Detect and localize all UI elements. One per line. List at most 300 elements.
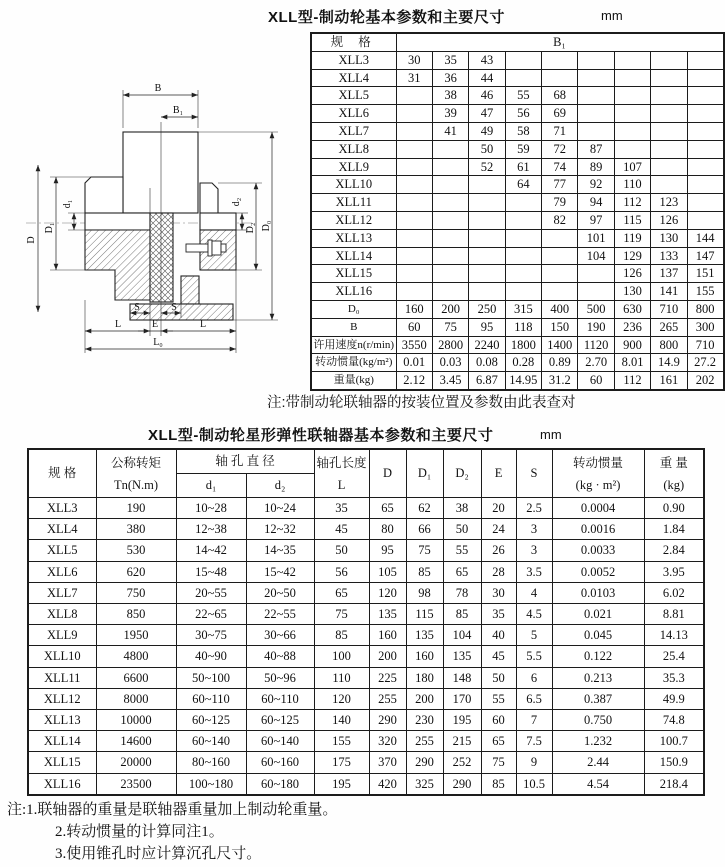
- b1-cell: [578, 105, 614, 123]
- d1-cell: 14~42: [176, 540, 246, 561]
- param-cell: 400: [542, 300, 578, 318]
- torque-line2: Tn(N.m): [113, 477, 159, 492]
- D-cell: 65: [369, 498, 406, 519]
- D-cell: 105: [369, 561, 406, 582]
- b1-cell: [578, 69, 614, 87]
- b1-cell: [396, 87, 432, 105]
- param-cell: 300: [687, 318, 723, 336]
- b1-cell: [396, 158, 432, 176]
- table1-note: 注:带制动轮联轴器的按装位置及参数由此表查对: [267, 395, 576, 411]
- brake-wheel-top: [123, 132, 198, 213]
- table-row: [28, 625, 704, 646]
- b1-cell: 30: [396, 51, 432, 69]
- dim-label-d2: d₂: [231, 197, 242, 207]
- D2-cell: 55: [443, 540, 481, 561]
- inertia-cell: 0.0004: [552, 498, 644, 519]
- spec-cell: XLL15: [311, 265, 396, 283]
- table-row: [28, 604, 704, 625]
- b1-cell: [687, 69, 723, 87]
- table-row: [311, 105, 724, 123]
- table-header-row: [311, 33, 724, 51]
- weight-cell: 6.02: [644, 582, 704, 603]
- weight-line2: (kg): [663, 477, 685, 492]
- footnote-line: 注:1.联轴器的重量是联轴器重量加上制动轮重量。: [7, 802, 338, 818]
- b1-cell: [614, 105, 650, 123]
- b1-cell: [432, 211, 468, 229]
- D-cell: 95: [369, 540, 406, 561]
- b1-cell: [432, 265, 468, 283]
- b1-cell: [432, 158, 468, 176]
- weight-cell: 35.3: [644, 667, 704, 688]
- b1-cell: [396, 140, 432, 158]
- b1-cell: [469, 211, 505, 229]
- torque-cell: 10000: [96, 710, 176, 731]
- table-row: [28, 731, 704, 752]
- b1-cell: [651, 140, 687, 158]
- b1-cell: 58: [505, 122, 541, 140]
- weight-cell: 150.9: [644, 752, 704, 773]
- col-header-D2: D₂: [443, 449, 481, 498]
- b1-cell: [432, 176, 468, 194]
- dim-label-D1: D₁: [44, 222, 55, 234]
- param-cell: 60: [578, 372, 614, 390]
- spec-cell: XLL8: [28, 604, 96, 625]
- param-cell: 0.01: [396, 354, 432, 372]
- E-cell: 65: [481, 731, 516, 752]
- D1-cell: 66: [406, 519, 443, 540]
- L-cell: 120: [314, 688, 369, 709]
- b1-cell: 43: [469, 51, 505, 69]
- D1-cell: 115: [406, 604, 443, 625]
- b1-cell: 41: [432, 122, 468, 140]
- torque-cell: 4800: [96, 646, 176, 667]
- b1-cell: [396, 194, 432, 212]
- param-cell: 8.01: [614, 354, 650, 372]
- table-row: [28, 540, 704, 561]
- param-cell: 250: [469, 300, 505, 318]
- b1-cell: 115: [614, 211, 650, 229]
- param-label-cell: 重量(kg): [311, 372, 396, 390]
- weight-line1: 重 量: [659, 455, 688, 470]
- inertia-cell: 0.045: [552, 625, 644, 646]
- b1-cell: [651, 87, 687, 105]
- d1-cell: 60~125: [176, 710, 246, 731]
- b1-cell: [396, 229, 432, 247]
- D-cell: 160: [369, 625, 406, 646]
- spec-cell: XLL16: [311, 283, 396, 301]
- spec-cell: XLL4: [311, 69, 396, 87]
- L-cell: 175: [314, 752, 369, 773]
- param-cell: 200: [432, 300, 468, 318]
- spec-cell: XLL11: [311, 194, 396, 212]
- left-bore-band: [85, 213, 150, 230]
- spec-cell: XLL5: [311, 87, 396, 105]
- S-cell: 9: [516, 752, 552, 773]
- b1-cell: [432, 140, 468, 158]
- S-cell: 4.5: [516, 604, 552, 625]
- b1-cell: 101: [578, 229, 614, 247]
- D1-cell: 230: [406, 710, 443, 731]
- S-cell: 6.5: [516, 688, 552, 709]
- S-cell: 3: [516, 519, 552, 540]
- D1-cell: 290: [406, 752, 443, 773]
- col-header-spec: 规 格: [28, 449, 96, 498]
- inertia-cell: 4.54: [552, 773, 644, 795]
- d2-cell: 60~160: [246, 752, 314, 773]
- torque-cell: 620: [96, 561, 176, 582]
- spec-cell: XLL14: [28, 731, 96, 752]
- d2-cell: 10~24: [246, 498, 314, 519]
- col-header-bore-diameter: 轴 孔 直 径: [176, 449, 314, 474]
- b1-cell: 123: [651, 194, 687, 212]
- d1-cell: 30~75: [176, 625, 246, 646]
- D2-cell: 170: [443, 688, 481, 709]
- param-cell: 190: [578, 318, 614, 336]
- dim-label-B: B: [154, 83, 162, 94]
- param-cell: 60: [396, 318, 432, 336]
- D2-cell: 195: [443, 710, 481, 731]
- table-row: [28, 773, 704, 795]
- param-cell: 630: [614, 300, 650, 318]
- page-title-2: XLL型-制动轮星形弹性联轴器基本参数和主要尺寸: [148, 427, 494, 444]
- b1-cell: [614, 69, 650, 87]
- b1-cell: [687, 211, 723, 229]
- d1-cell: 22~65: [176, 604, 246, 625]
- D2-cell: 104: [443, 625, 481, 646]
- weight-cell: 3.95: [644, 561, 704, 582]
- S-cell: 2.5: [516, 498, 552, 519]
- D-cell: 120: [369, 582, 406, 603]
- D1-cell: 160: [406, 646, 443, 667]
- table-row: [28, 752, 704, 773]
- col-header-torque: [96, 449, 176, 498]
- L-cell: 140: [314, 710, 369, 731]
- d2-cell: 50~96: [246, 667, 314, 688]
- param-cell: 118: [505, 318, 541, 336]
- S-cell: 7.5: [516, 731, 552, 752]
- inertia-cell: 2.44: [552, 752, 644, 773]
- weight-cell: 8.81: [644, 604, 704, 625]
- L-cell: 155: [314, 731, 369, 752]
- E-cell: 40: [481, 625, 516, 646]
- D2-cell: 50: [443, 519, 481, 540]
- L-cell: 50: [314, 540, 369, 561]
- b1-cell: 112: [614, 194, 650, 212]
- torque-line1: 公称转矩: [110, 455, 161, 470]
- table-header-row: [28, 449, 704, 474]
- table-row: [28, 688, 704, 709]
- b1-cell: 38: [432, 87, 468, 105]
- inertia-cell: 0.0033: [552, 540, 644, 561]
- param-label-cell: B: [311, 318, 396, 336]
- col-header-inertia: [552, 449, 644, 498]
- param-cell: 800: [687, 300, 723, 318]
- b1-cell: [505, 229, 541, 247]
- b1-cell: 89: [578, 158, 614, 176]
- inertia-cell: 0.750: [552, 710, 644, 731]
- weight-cell: 100.7: [644, 731, 704, 752]
- E-cell: 30: [481, 582, 516, 603]
- b1-cell: [505, 283, 541, 301]
- dim-label-B1: B₁: [172, 105, 184, 116]
- b1-cell: 77: [542, 176, 578, 194]
- b1-cell: [687, 105, 723, 123]
- spec-cell: XLL8: [311, 140, 396, 158]
- b1-cell: 55: [505, 87, 541, 105]
- b1-cell: 141: [651, 283, 687, 301]
- col-header-spec: 规 格: [311, 33, 396, 51]
- table-row: [311, 283, 724, 301]
- D2-cell: 85: [443, 604, 481, 625]
- brake-wheel-web: [181, 276, 199, 304]
- b1-cell: 133: [651, 247, 687, 265]
- D2-cell: 290: [443, 773, 481, 795]
- weight-cell: 74.8: [644, 710, 704, 731]
- b1-cell: 52: [469, 158, 505, 176]
- D-cell: 370: [369, 752, 406, 773]
- b1-cell: [469, 176, 505, 194]
- L-cell: 100: [314, 646, 369, 667]
- param-cell: 1120: [578, 336, 614, 354]
- table-row: [311, 211, 724, 229]
- weight-cell: 49.9: [644, 688, 704, 709]
- b1-cell: [396, 283, 432, 301]
- param-cell: 2.70: [578, 354, 614, 372]
- b1-cell: [687, 122, 723, 140]
- weight-cell: 1.84: [644, 519, 704, 540]
- param-cell: 161: [651, 372, 687, 390]
- b1-cell: [542, 283, 578, 301]
- b1-cell: [578, 283, 614, 301]
- b1-cell: 61: [505, 158, 541, 176]
- b1-cell: 50: [469, 140, 505, 158]
- b1-cell: [505, 265, 541, 283]
- torque-cell: 20000: [96, 752, 176, 773]
- b1-cell: [396, 176, 432, 194]
- table-row: [28, 561, 704, 582]
- coupling-table: [27, 448, 705, 796]
- table-row: [311, 194, 724, 212]
- torque-cell: 750: [96, 582, 176, 603]
- d1-cell: 50~100: [176, 667, 246, 688]
- table-row: [311, 354, 724, 372]
- b1-cell: [542, 265, 578, 283]
- d2-cell: 20~50: [246, 582, 314, 603]
- col-header-d1: d₁: [176, 474, 246, 498]
- b1-cell: [432, 229, 468, 247]
- D1-cell: 85: [406, 561, 443, 582]
- b1-cell: 155: [687, 283, 723, 301]
- b1-cell: [687, 194, 723, 212]
- table-row: [311, 372, 724, 390]
- b1-cell: 79: [542, 194, 578, 212]
- table-row: [28, 582, 704, 603]
- dim-label-S-right: S: [171, 302, 177, 313]
- D-cell: 320: [369, 731, 406, 752]
- weight-cell: 25.4: [644, 646, 704, 667]
- col-header-D1: D₁: [406, 449, 443, 498]
- dim-label-D2: D₂: [245, 222, 256, 234]
- E-cell: 60: [481, 710, 516, 731]
- D-cell: 290: [369, 710, 406, 731]
- b1-cell: 137: [651, 265, 687, 283]
- param-cell: 2240: [469, 336, 505, 354]
- table-row: [311, 336, 724, 354]
- param-label-cell: 转动惯量(kg/m²): [311, 354, 396, 372]
- spec-cell: XLL13: [311, 229, 396, 247]
- weight-cell: 14.13: [644, 625, 704, 646]
- b1-cell: [432, 283, 468, 301]
- param-cell: 0.28: [505, 354, 541, 372]
- param-cell: 1800: [505, 336, 541, 354]
- D2-cell: 135: [443, 646, 481, 667]
- b1-cell: [469, 265, 505, 283]
- E-cell: 20: [481, 498, 516, 519]
- table-row: [311, 140, 724, 158]
- D1-cell: 255: [406, 731, 443, 752]
- spec-cell: XLL10: [28, 646, 96, 667]
- col-header-weight: [644, 449, 704, 498]
- torque-cell: 1950: [96, 625, 176, 646]
- b1-cell: 64: [505, 176, 541, 194]
- d1-cell: 60~110: [176, 688, 246, 709]
- inertia-cell: 0.387: [552, 688, 644, 709]
- b1-cell: 129: [614, 247, 650, 265]
- table-row: [28, 667, 704, 688]
- b1-cell: [396, 265, 432, 283]
- b1-cell: [651, 51, 687, 69]
- d1-cell: 12~38: [176, 519, 246, 540]
- L-cell: 35: [314, 498, 369, 519]
- b1-cell: [505, 247, 541, 265]
- D1-cell: 135: [406, 625, 443, 646]
- D1-cell: 325: [406, 773, 443, 795]
- coupling-section-drawing: [18, 70, 306, 388]
- inertia-cell: 0.122: [552, 646, 644, 667]
- inertia-cell: 0.0103: [552, 582, 644, 603]
- torque-cell: 8000: [96, 688, 176, 709]
- table-row: [311, 247, 724, 265]
- b1-cell: 31: [396, 69, 432, 87]
- param-cell: 95: [469, 318, 505, 336]
- b1-cell: [542, 247, 578, 265]
- param-cell: 900: [614, 336, 650, 354]
- E-cell: 45: [481, 646, 516, 667]
- table-row: [311, 158, 724, 176]
- D-cell: 80: [369, 519, 406, 540]
- inertia-cell: 0.213: [552, 667, 644, 688]
- param-cell: 0.03: [432, 354, 468, 372]
- b1-cell: [396, 211, 432, 229]
- dim-label-d1: d₁: [62, 199, 73, 209]
- d2-cell: 60~110: [246, 688, 314, 709]
- d2-cell: 30~66: [246, 625, 314, 646]
- b1-cell: [396, 247, 432, 265]
- L-cell: 65: [314, 582, 369, 603]
- b1-cell: 68: [542, 87, 578, 105]
- inertia-cell: 0.0016: [552, 519, 644, 540]
- right-hub-sleeve: [200, 183, 218, 213]
- D2-cell: 38: [443, 498, 481, 519]
- inertia-cell: 0.0052: [552, 561, 644, 582]
- d2-cell: 60~140: [246, 731, 314, 752]
- param-cell: 1400: [542, 336, 578, 354]
- b1-cell: [578, 51, 614, 69]
- col-header-b1: B₁: [396, 33, 724, 51]
- D1-cell: 98: [406, 582, 443, 603]
- spec-cell: XLL9: [28, 625, 96, 646]
- param-cell: 236: [614, 318, 650, 336]
- b1-cell: [469, 283, 505, 301]
- b1-cell: [542, 69, 578, 87]
- torque-cell: 23500: [96, 773, 176, 795]
- d2-cell: 14~35: [246, 540, 314, 561]
- b1-cell: 97: [578, 211, 614, 229]
- d1-cell: 20~55: [176, 582, 246, 603]
- d2-cell: 22~55: [246, 604, 314, 625]
- b1-cell: [578, 122, 614, 140]
- E-cell: 28: [481, 561, 516, 582]
- D-cell: 135: [369, 604, 406, 625]
- spec-cell: XLL12: [28, 688, 96, 709]
- page-title: XLL型-制动轮基本参数和主要尺寸: [268, 9, 505, 26]
- b1-cell: [687, 140, 723, 158]
- param-cell: 315: [505, 300, 541, 318]
- weight-cell: 0.90: [644, 498, 704, 519]
- table-row: [311, 229, 724, 247]
- d1-cell: 80~160: [176, 752, 246, 773]
- D1-cell: 180: [406, 667, 443, 688]
- spec-cell: XLL7: [28, 582, 96, 603]
- table-row: [28, 498, 704, 519]
- b1-cell: 74: [542, 158, 578, 176]
- b1-cell: 130: [651, 229, 687, 247]
- E-cell: 75: [481, 752, 516, 773]
- param-cell: 14.95: [505, 372, 541, 390]
- bore-length-line2: L: [337, 477, 346, 492]
- L-cell: 56: [314, 561, 369, 582]
- S-cell: 3: [516, 540, 552, 561]
- d2-cell: 12~32: [246, 519, 314, 540]
- spec-cell: XLL3: [28, 498, 96, 519]
- elastic-star-element: [150, 213, 173, 302]
- b1-cell: 151: [687, 265, 723, 283]
- param-label-cell: D₀: [311, 300, 396, 318]
- param-cell: 2.12: [396, 372, 432, 390]
- b1-cell: [651, 69, 687, 87]
- b1-cell: [651, 105, 687, 123]
- param-cell: 0.08: [469, 354, 505, 372]
- brake-wheel-rim: [130, 304, 233, 320]
- D2-cell: 148: [443, 667, 481, 688]
- b1-cell: [614, 122, 650, 140]
- b1-cell: [614, 140, 650, 158]
- col-header-bore-length: [314, 449, 369, 498]
- col-header-D: D: [369, 449, 406, 498]
- b1-cell: [578, 87, 614, 105]
- E-cell: 55: [481, 688, 516, 709]
- E-cell: 35: [481, 604, 516, 625]
- footnote-line: 2.转动惯量的计算同注1。: [55, 824, 224, 840]
- S-cell: 10.5: [516, 773, 552, 795]
- table-row: [311, 318, 724, 336]
- b1-cell: 119: [614, 229, 650, 247]
- b1-cell: 39: [432, 105, 468, 123]
- inertia-line1: 转动惯量: [573, 455, 624, 470]
- table-row: [311, 122, 724, 140]
- table-row: [28, 519, 704, 540]
- D1-cell: 200: [406, 688, 443, 709]
